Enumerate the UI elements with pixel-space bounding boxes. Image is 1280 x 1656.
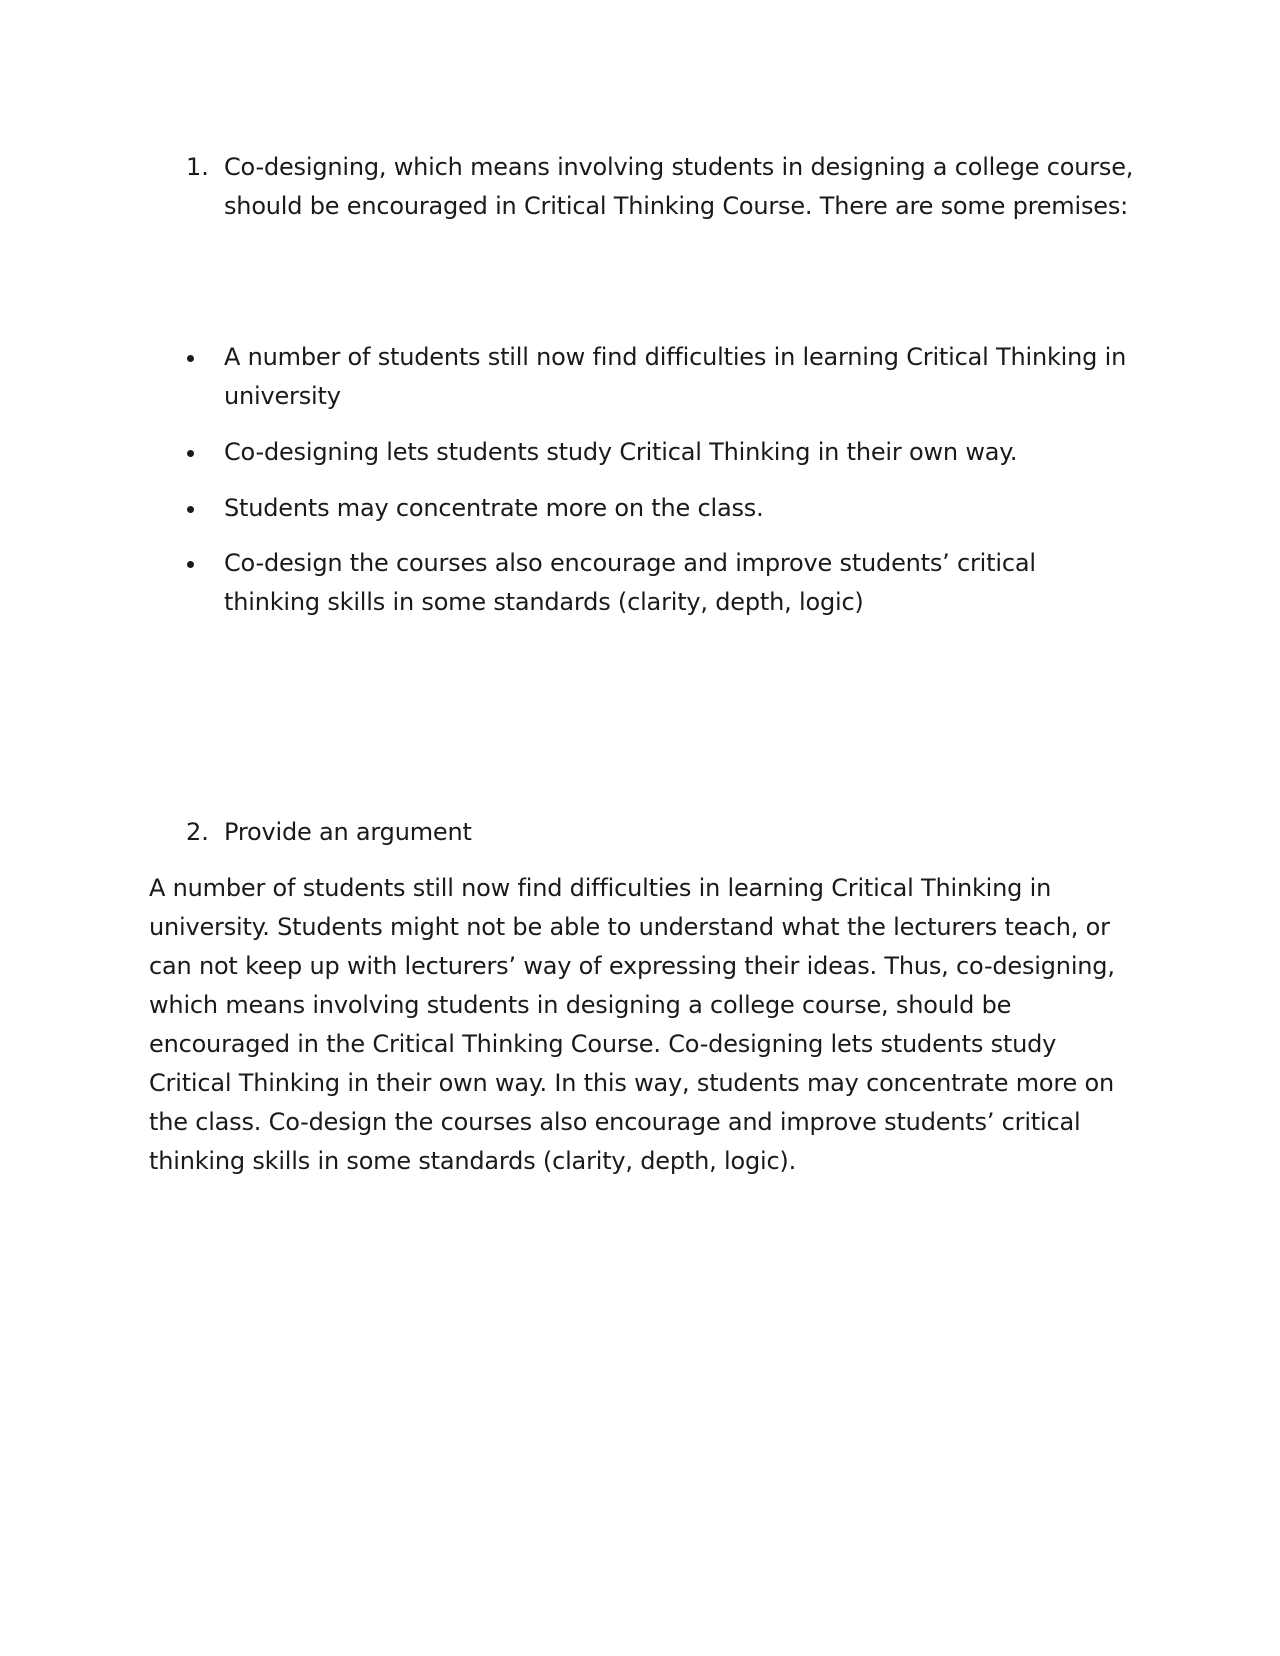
bullet-dot-icon [187,355,194,362]
section1-line-2: should be encouraged in Critical Thinking Course. There are some premises: [224,192,1129,220]
bullet-dot-icon [187,450,194,457]
bullet-item-2-line-1: Co-designing lets students study Critical Thinking in their own way. [224,438,1018,466]
argument-line-1: A number of students still now find difficulties in learning Critical Thinking in [149,874,1052,902]
list-number-2: 2. [186,818,209,846]
argument-line-8: thinking skills in some standards (clarity, depth, logic). [149,1147,797,1175]
bullet-item-4-line-2: thinking skills in some standards (clarity, depth, logic) [224,588,864,616]
bullet-dot-icon [187,561,194,568]
bullet-item-1-line-1: A number of students still now find difficulties in learning Critical Thinking in [224,343,1127,371]
argument-line-2: university. Students might not be able to understand what the lecturers teach, or [149,913,1110,941]
list-number-1: 1. [186,153,209,181]
bullet-item-1-line-2: university [224,382,341,410]
argument-line-6: Critical Thinking in their own way. In this way, students may concentrate more on [149,1069,1115,1097]
section2-heading: Provide an argument [224,818,472,846]
argument-line-7: the class. Co-design the courses also encourage and improve students’ critical [149,1108,1081,1136]
bullet-dot-icon [187,506,194,513]
bullet-item-3-line-1: Students may concentrate more on the class. [224,494,764,522]
argument-line-4: which means involving students in designing a college course, should be [149,991,1012,1019]
section1-line-1: Co-designing, which means involving students in designing a college course, [224,153,1134,181]
argument-line-3: can not keep up with lecturers’ way of expressing their ideas. Thus, co-designing, [149,952,1115,980]
argument-line-5: encouraged in the Critical Thinking Course. Co-designing lets students study [149,1030,1057,1058]
bullet-item-4-line-1: Co-design the courses also encourage and improve students’ critical [224,549,1036,577]
